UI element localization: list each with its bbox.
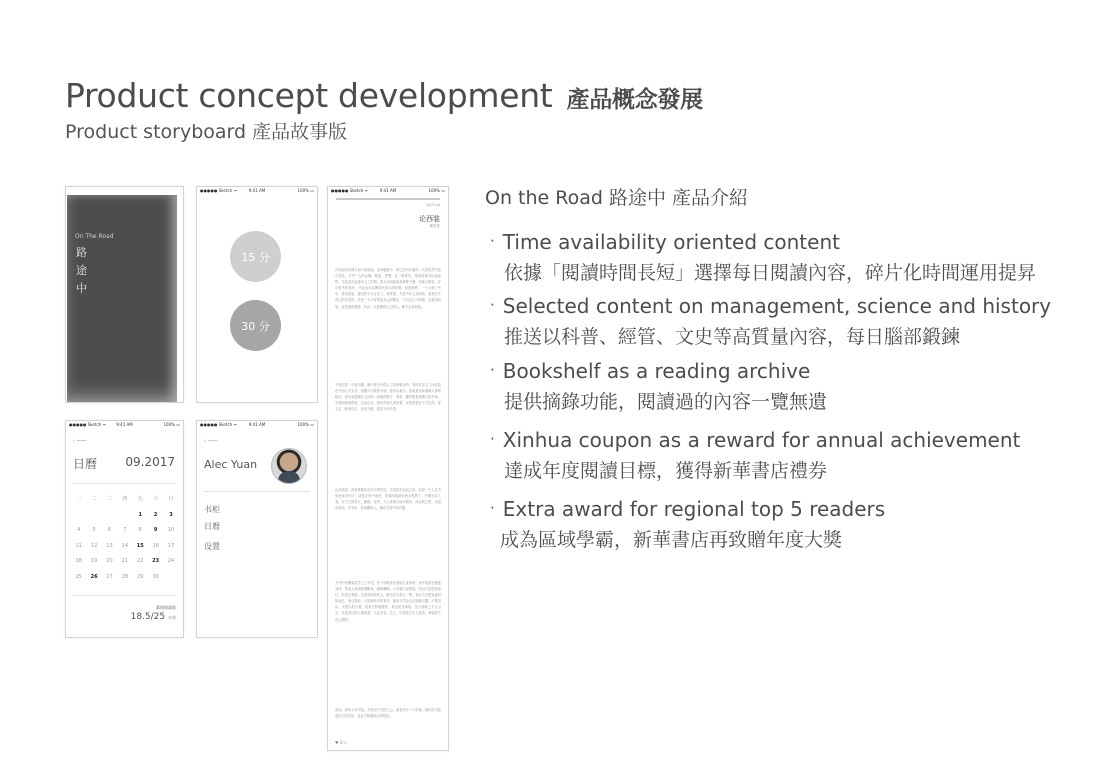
feature-en [490, 497, 885, 521]
feature-zh: 達成年度閱讀目標，獲得新華書店禮券 [504, 460, 828, 482]
weekday-label: 四 [122, 496, 128, 502]
phone-article-screen [327, 186, 449, 751]
article-author: 林语堂 [429, 224, 440, 228]
calendar-day[interactable]: 10 [167, 527, 175, 534]
week-row [71, 523, 179, 539]
calendar-day[interactable]: 19 [90, 558, 98, 565]
calendar-day[interactable] [163, 570, 178, 586]
calendar-day[interactable] [71, 508, 86, 524]
splash-background [67, 195, 177, 402]
phone-profile-screen [196, 420, 318, 638]
calendar-day[interactable]: 26 [90, 573, 98, 580]
splash-char: 路 [76, 246, 87, 259]
splash-char: 中 [76, 282, 87, 295]
article-title: 论西装 [419, 215, 440, 223]
reading-stat-label: 累積閱讀量 [156, 605, 176, 610]
calendar-day[interactable] [117, 508, 132, 524]
feature-en [490, 230, 1036, 254]
calendar-day[interactable]: 25 [75, 573, 82, 580]
calendar-day[interactable]: 22 [137, 558, 144, 565]
splash-char: 途 [76, 264, 87, 277]
profile-name: Alec Yuan [204, 458, 258, 471]
feature-bullet [490, 497, 885, 552]
menu-item-bookshelf[interactable]: 书柜 [204, 505, 220, 514]
status-time: 9:41 AM [248, 188, 266, 193]
status-battery: 100% ▭ [297, 422, 314, 427]
bullet-dot-icon: · [490, 430, 495, 448]
weekday-label: 日 [168, 496, 174, 502]
feature-en-text: Bookshelf as a reading archive [502, 359, 811, 383]
reading-stat-count: 18.5/ [130, 612, 154, 622]
bullet-dot-icon: · [490, 296, 495, 314]
status-bar [66, 421, 183, 428]
status-bar [197, 421, 317, 428]
feature-en-text: Xinhua coupon as a reward for annual achievement [502, 428, 1021, 452]
status-bar [328, 187, 448, 194]
status-carrier: ●●●●● Sketch ᯤ [200, 188, 238, 193]
article-paragraph: 大约中西服装哲学上之不同，在于西装意在表现人身形体，而中装意在遮盖身体。然而人身到底像猴身，颇难雕琢。大多数人穿西装，所以只是虚荣而已。但是在我国，凡是穿西装的人，都自以为高人一等，其实不过是追逐时髦而已。所以我说，凡是新时代的青年，都应当学会自己选择衣服，不要盲从。中国人的衣着，是有它的道理的，我们应当珍视。至于西装之不合卫生，凡是穿过的人都知道，不必多说。总之，中装是合乎人性的，西装是不近人情的。 [335, 581, 441, 622]
phone-splash-screen [65, 186, 184, 403]
feature-zh: 依據「閱讀時間長短」選擇每日閱讀內容，碎片化時間運用提昇 [504, 262, 1037, 284]
calendar-day[interactable]: 24 [167, 558, 175, 565]
week-row [71, 508, 179, 524]
feature-en [490, 359, 827, 383]
weekday-label: 三 [106, 496, 112, 502]
calendar-day[interactable]: 18 [75, 558, 82, 565]
calendar-day[interactable]: 8 [138, 527, 142, 534]
status-battery: 100% ▭ [428, 188, 445, 193]
article-nav-bar [336, 198, 440, 200]
calendar-day[interactable]: 15 [136, 542, 144, 549]
week-row [71, 570, 179, 586]
article-footer-actions[interactable]: ♥ 3 ◇ [335, 740, 347, 745]
divider [204, 491, 310, 492]
time-option-30-button[interactable]: 30 分 [230, 300, 281, 351]
feature-bullet [490, 294, 1051, 349]
calendar-month[interactable]: 09.2017 [125, 455, 175, 469]
weekday-label: 六 [153, 496, 159, 502]
calendar-day[interactable]: 17 [167, 542, 175, 549]
calendar-day[interactable]: 3 [169, 511, 173, 518]
menu-item-calendar[interactable]: 日曆 [204, 522, 220, 531]
feature-en-text: Time availability oriented content [502, 230, 840, 254]
calendar-day[interactable]: 1 [138, 511, 142, 518]
feature-zh: 成為區域學霸，新華書店再致贈年度大獎 [500, 529, 843, 551]
feature-en-text: Extra award for regional top 5 readers [502, 497, 886, 521]
feature-bullet [490, 428, 1020, 483]
calendar-day[interactable]: 27 [106, 573, 113, 580]
phone-calendar-screen [65, 420, 184, 638]
calendar-day[interactable]: 5 [92, 527, 96, 534]
status-battery: 100% ▭ [163, 422, 180, 427]
bullet-dot-icon: · [490, 499, 495, 517]
feature-en [490, 428, 1020, 452]
calendar-day[interactable]: 14 [121, 542, 129, 549]
page-title-en: Product concept development [65, 76, 553, 115]
calendar-grid [71, 492, 179, 586]
article-paragraph: 不知怎样，中装中服，暗中是与中国人之性格相合的。有时在洋人之间以及在中国人中生活，西服与中装的分别，便可以看出。西装是用来遮掩人体的缺点，而中装是顺应人体的。西装的领子、领带、腰带都是束缚人的东西，中装则宽松舒适，自由自在。我们中国人的穿着，本来是很合于卫生的，穿上去，舒适自在，行动方便，真是不可多得。 [335, 383, 441, 412]
menu-item-settings[interactable]: 设置 [204, 542, 220, 551]
calendar-day[interactable]: 11 [75, 542, 82, 549]
phone-time-select-screen [196, 186, 318, 403]
calendar-day[interactable]: 6 [107, 527, 112, 534]
bullet-dot-icon: · [490, 361, 495, 379]
avatar-figure [278, 471, 300, 484]
calendar-day[interactable]: 12 [90, 542, 98, 549]
feature-bullet [490, 230, 1036, 285]
calendar-day[interactable]: 13 [106, 542, 113, 549]
splash-label: On The Road [75, 233, 114, 240]
weekday-row [71, 492, 179, 508]
article-paragraph: 所以，我劝人穿中装，并非出于守旧之心，而是出于一片好意。我们应当知道自己的长处，也应当知道别人的短处。 [335, 708, 441, 719]
feature-bullet [490, 359, 827, 414]
calendar-day[interactable]: 2 [153, 511, 158, 518]
article-paragraph: 许多朋友问我为何不穿西装。这问题虽小，却已经可以看出一人的浩然气是否存在，关乎一人的志趣、服装、思想。在一般青年，穿西装是可以原谅的，尤其是在追逐女人之时期，因为穿西装虽有种种不便，却能占便宜，在女性中吃得开，并且也可以博得外国人的好感。但是我想，一个人到了中年，再穿西装，便有些不大合宜了。我常想，凡是中年人穿西装，都是有不得已的苦衷的。若是一人不肯冒犯众人的眼光，宁可自己不舒服，也要穿西装，这是他的美德。所以，凡是懂得人生的人，都不会穿西装。 [335, 268, 441, 309]
weekday-label: 五 [137, 496, 143, 502]
feature-en [490, 294, 1051, 318]
status-carrier: ●●●●● Sketch ᯤ [331, 188, 369, 193]
calendar-day[interactable]: 16 [152, 542, 159, 549]
calendar-title: 日曆 [73, 457, 98, 471]
reading-stat-unit: 本書 [168, 615, 176, 620]
calendar-day[interactable]: 30 [152, 573, 159, 580]
divider [73, 483, 176, 484]
status-carrier: ●●●●● Sketch ᯤ [69, 422, 107, 427]
status-time: 9:41 AM [116, 422, 133, 427]
page-title-zh: 產品概念發展 [566, 87, 703, 113]
reading-stat-total: 25 [153, 612, 166, 622]
article-paragraph: 让步地说，西装革履本也有它的好处，尤其是在运动之时。但是一个人在书房里读书写字，或是在家中闲坐，穿着西装就未免太受罪了。中国长衫之美，在于它的宽大、飘逸、自然，与人体相合而不相争。所以我主张，凡是有家庭、有书房、有闲暇的人，都应当穿中国衣服。 [335, 488, 441, 511]
calendar-day[interactable]: 9 [153, 527, 158, 534]
status-time: 9:41 AM [379, 188, 397, 193]
calendar-day[interactable]: 28 [121, 573, 129, 580]
back-button[interactable]: ‹ —— [204, 438, 218, 444]
weekday-label: 二 [91, 496, 97, 502]
reading-stat-value [131, 612, 176, 622]
weekday-label: 一 [76, 496, 82, 502]
week-row [71, 554, 179, 570]
week-row [71, 539, 179, 555]
avatar[interactable] [271, 448, 307, 484]
status-time: 9:41 AM [248, 422, 266, 427]
page-title [65, 76, 703, 115]
status-carrier: ●●●●● Sketch ᯤ [200, 422, 238, 427]
calendar-day[interactable]: 20 [106, 558, 113, 565]
status-bar [197, 187, 317, 194]
bullet-dot-icon: · [490, 232, 495, 250]
page-subtitle: Product storyboard 產品故事版 [65, 121, 348, 143]
product-intro-heading: On the Road 路途中 產品介紹 [485, 187, 749, 209]
time-option-15-button[interactable]: 15 分 [230, 231, 281, 282]
feature-zh: 推送以科普、經管、文史等高質量內容，每日腦部鍛鍊 [504, 326, 961, 348]
back-button[interactable]: ‹ —— [73, 438, 87, 444]
reading-time-estimate: 預計5分鐘 [426, 203, 440, 207]
calendar-day[interactable]: 23 [152, 558, 160, 565]
status-battery: 100% ▭ [297, 188, 314, 193]
calendar-day[interactable]: 4 [77, 527, 81, 534]
feature-zh: 提供摘錄功能，閱讀過的內容一覽無遺 [504, 391, 828, 413]
calendar-day[interactable]: 29 [137, 573, 144, 580]
calendar-day[interactable]: 7 [123, 527, 127, 534]
calendar-day[interactable] [102, 508, 117, 524]
divider [73, 595, 176, 596]
calendar-day[interactable] [86, 508, 101, 524]
feature-en-text: Selected content on management, science and history [502, 294, 1052, 318]
calendar-day[interactable]: 21 [121, 558, 129, 565]
